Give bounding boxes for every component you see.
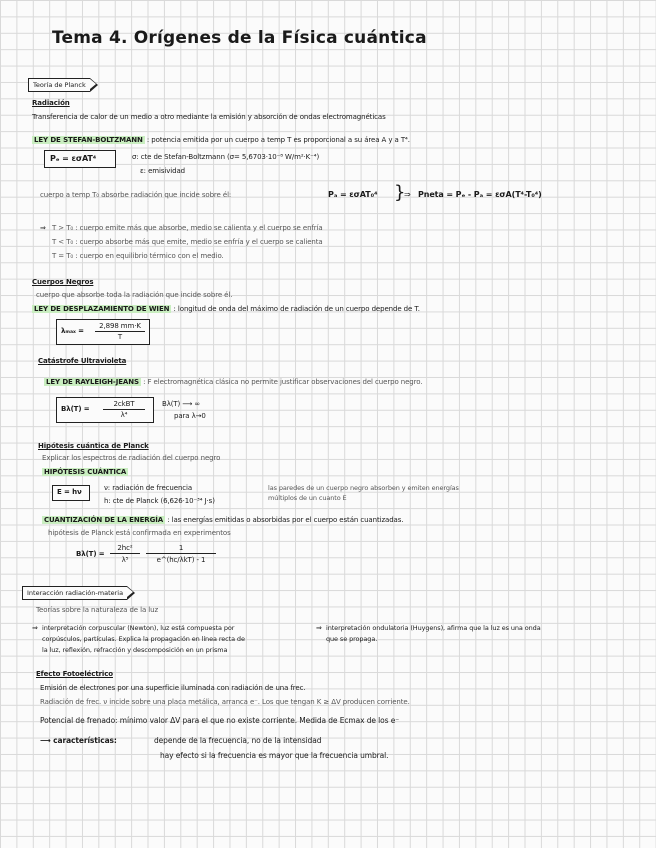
- section-tag-interaccion: Interacción radiación-materia: [22, 586, 127, 600]
- absorbe-text: cuerpo a temp T₀ absorbe radiación que incide sobre él:: [40, 191, 232, 199]
- radiacion-definition: Transferencia de calor de un medio a otro mediante la emisión y absorción de ondas electromagnéticas: [32, 113, 386, 121]
- fotoelectrico-line-2: Radiación de frec. ν incide sobre una placa metálica, arranca e⁻. Los que tengan K ≥ ΔV producen corriente.: [40, 698, 410, 706]
- implies-arrow-icon: ⇒: [404, 190, 411, 199]
- corp-line-3: la luz, reflexión, refracción y descomposición en un prisma: [42, 646, 228, 654]
- pa-formula: Pₐ = εσAT₀⁴: [328, 190, 378, 199]
- ond-bullet-icon: ⇒: [316, 624, 322, 632]
- ond-line-2: que se propaga.: [326, 635, 378, 643]
- rj-formula-box: [56, 397, 154, 423]
- hipotesis-confirmada: hipótesis de Planck está confirmada en experimentos: [48, 529, 231, 537]
- planck-explica: Explicar los espectros de radiación del cuerpo negro: [42, 454, 221, 462]
- case-arrow-icon: ⇒: [40, 224, 46, 232]
- radiacion-heading: Radiación: [32, 99, 70, 107]
- corp-line-2: corpúsculos, partículas. Explica la propagación en línea recta de: [42, 635, 245, 643]
- cuantizacion-line: [42, 516, 403, 525]
- section-tag-teoria-planck: Teoría de Planck: [28, 78, 90, 92]
- rj-lhs: Bλ(T) =: [61, 405, 90, 413]
- stefan-line: [32, 136, 410, 145]
- pneta-formula: Pneta = Pₑ - Pₐ = εσA(T⁴-T₀⁴): [418, 190, 542, 199]
- rj-limit-condition: para λ→0: [174, 412, 206, 420]
- corp-bullet-icon: ⇒: [32, 624, 38, 632]
- energy-formula-box: [52, 485, 90, 501]
- ond-line-1: interpretación ondulatoria (Huygens), afirma que la luz es una onda: [326, 624, 541, 632]
- h-definition: h: cte de Planck (6,626·10⁻³⁴ J·s): [104, 497, 215, 505]
- wien-line: [32, 305, 420, 314]
- case-3: T = T₀ : cuerpo en equilibrio térmico con el medio.: [52, 252, 224, 260]
- caracteristica-1: depende de la frecuencia, no de la intensidad: [154, 736, 322, 745]
- case-1: T > T₀ : cuerpo emite más que absorbe, medio se calienta y el cuerpo se enfría: [52, 224, 323, 232]
- brace-icon: }: [394, 182, 406, 203]
- planck-note-1: las paredes de un cuerpo negro absorben y emiten energías: [268, 484, 459, 492]
- stefan-formula-box: [44, 150, 116, 168]
- fotoelectrico-line-1: Emisión de electrones por una superficie iluminada con radiación de una frec.: [40, 684, 306, 692]
- sigma-definition: σ: cte de Stefan-Boltzmann (σ= 5,6703·10⁻⁸ W/m²·K⁻⁴): [132, 153, 320, 161]
- nu-definition: ν: radiación de frecuencia: [104, 484, 193, 492]
- hipotesis-line: [42, 468, 128, 477]
- wien-numerator: 2,898 mm·K: [95, 322, 145, 332]
- energy-formula: E = hν: [57, 488, 82, 496]
- rj-line: [44, 378, 422, 387]
- page-title: Tema 4. Orígenes de la Física cuántica: [52, 28, 427, 48]
- rj-numerator: 2ckBT: [103, 400, 145, 410]
- teorias-luz: Teorías sobre la naturaleza de la luz: [36, 606, 159, 614]
- rj-label: LEY DE RAYLEIGH-JEANS: [46, 378, 139, 386]
- wien-formula-box: [56, 319, 150, 345]
- planck-law-num1: 2hc²: [110, 544, 140, 554]
- wien-text: : longitud de onda del máximo de radiación de un cuerpo depende de T.: [173, 305, 420, 313]
- planck-law-num2: 1: [146, 544, 216, 554]
- rj-text: : F electromagnética clásica no permite justificar observaciones del cuerpo negro.: [143, 378, 423, 386]
- wien-label: LEY DE DESPLAZAMIENTO DE WIEN: [34, 305, 170, 313]
- hipotesis-label: HIPÓTESIS CUÁNTICA: [44, 468, 127, 476]
- planck-law-lhs: Bλ(T) =: [76, 550, 105, 558]
- fotoelectrico-line-3: Potencial de frenado: mínimo valor ΔV para el que no existe corriente. Medida de Ecmax de los e⁻: [40, 716, 400, 725]
- stefan-text: : potencia emitida por un cuerpo a temp T es proporcional a su área A y a T⁴.: [146, 136, 410, 144]
- caracteristica-2: hay efecto si la frecuencia es mayor que la frecuencia umbral.: [160, 751, 389, 760]
- fotoelectrico-heading: Efecto Fotoeléctrico: [36, 670, 113, 678]
- wien-lhs: λₘₐₓ =: [61, 327, 84, 335]
- rj-denominator: λ⁴: [120, 411, 128, 419]
- planck-law-den2: e^(hc/λkT) - 1: [156, 556, 206, 564]
- caracteristicas-label: ⟶ características:: [40, 736, 117, 745]
- cuantizacion-text: : las energías emitidas o absorbidas por el cuerpo están cuantizadas.: [167, 516, 404, 524]
- stefan-formula: Pₑ = εσAT⁴: [50, 154, 97, 163]
- cuerpo-negro-heading: Cuerpos Negros: [32, 278, 94, 286]
- epsilon-definition: ε: emisividad: [140, 167, 185, 175]
- catastrofe-heading: Catástrofe Ultravioleta: [38, 357, 127, 365]
- planck-note-2: múltiplos de un cuanto E: [268, 494, 347, 502]
- cuerpo-negro-definition: cuerpo que absorbe toda la radiación que incide sobre él.: [36, 291, 233, 299]
- wien-denominator: T: [117, 333, 123, 341]
- stefan-label: LEY DE STEFAN-BOLTZMANN: [34, 136, 143, 144]
- rj-limit: Bλ(T) ⟶ ∞: [162, 400, 201, 408]
- case-2: T < T₀ : cuerpo absorbe más que emite, medio se enfría y el cuerpo se calienta: [52, 238, 323, 246]
- planck-heading: Hipótesis cuántica de Planck: [38, 442, 149, 450]
- corp-line-1: interpretación corpuscular (Newton), luz está compuesta por: [42, 624, 235, 632]
- planck-law-den1: λ⁵: [121, 556, 129, 564]
- cuantizacion-label: CUANTIZACIÓN DE LA ENERGÍA: [44, 516, 164, 524]
